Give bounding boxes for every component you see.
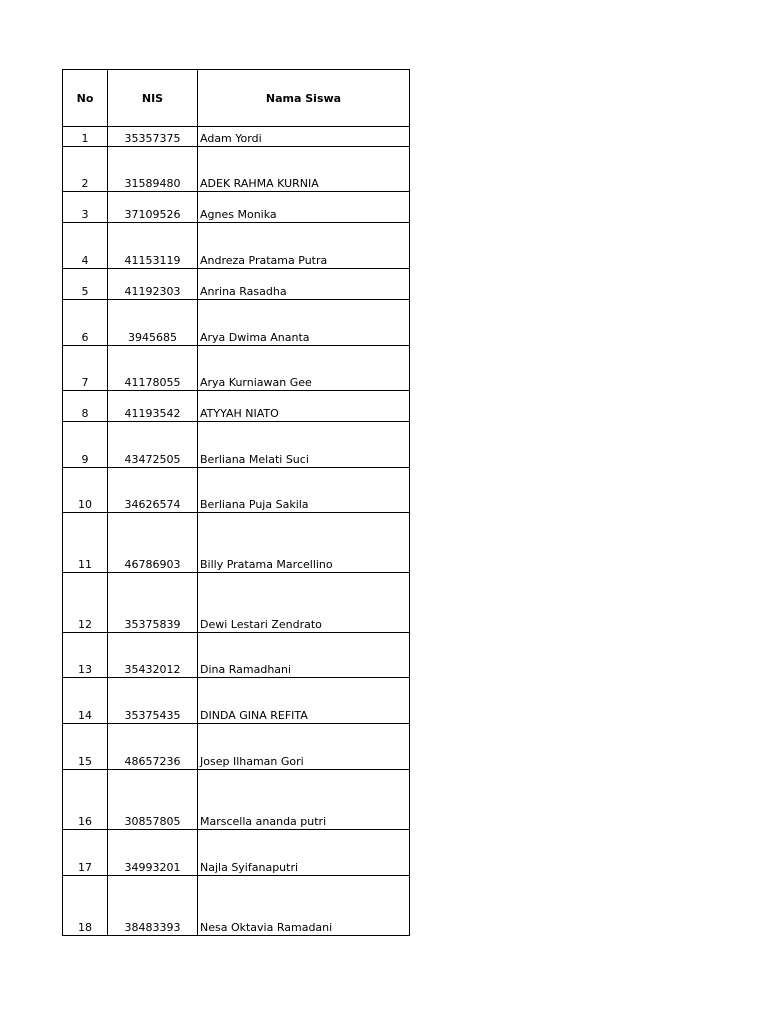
row-student-name: Berliana Puja Sakila	[198, 468, 410, 513]
row-number: 9	[63, 422, 108, 468]
row-nis: 35357375	[108, 127, 198, 147]
table-row	[63, 269, 410, 300]
table-row	[63, 678, 410, 724]
row-student-name: Josep Ilhaman Gori	[198, 724, 410, 770]
row-number: 8	[63, 391, 108, 422]
table-row	[63, 422, 410, 468]
row-student-name: ADEK RAHMA KURNIA	[198, 147, 410, 192]
row-number: 13	[63, 633, 108, 678]
row-student-name: Arya Dwima Ananta	[198, 300, 410, 346]
table-row	[63, 513, 410, 573]
row-number: 10	[63, 468, 108, 513]
row-student-name: ATYYAH NIATO	[198, 391, 410, 422]
table-row	[63, 468, 410, 513]
row-student-name: Adam Yordi	[198, 127, 410, 147]
row-nis: 3945685	[108, 300, 198, 346]
row-nis: 35375839	[108, 573, 198, 633]
table-row	[63, 830, 410, 876]
row-student-name: Anrina Rasadha	[198, 269, 410, 300]
row-nis: 41192303	[108, 269, 198, 300]
row-student-name: Najla Syifanaputri	[198, 830, 410, 876]
row-number: 4	[63, 223, 108, 269]
row-nis: 34993201	[108, 830, 198, 876]
row-number: 1	[63, 127, 108, 147]
row-nis: 35375435	[108, 678, 198, 724]
table-row	[63, 192, 410, 223]
row-student-name: Berliana Melati Suci	[198, 422, 410, 468]
row-number: 5	[63, 269, 108, 300]
row-nis: 30857805	[108, 770, 198, 830]
row-nis: 43472505	[108, 422, 198, 468]
row-number: 17	[63, 830, 108, 876]
row-number: 14	[63, 678, 108, 724]
table-row	[63, 346, 410, 391]
row-student-name: Nesa Oktavia Ramadani	[198, 876, 410, 936]
row-nis: 48657236	[108, 724, 198, 770]
row-student-name: DINDA GINA REFITA	[198, 678, 410, 724]
row-number: 2	[63, 147, 108, 192]
row-number: 15	[63, 724, 108, 770]
row-student-name: Dewi Lestari Zendrato	[198, 573, 410, 633]
row-nis: 34626574	[108, 468, 198, 513]
table-row	[63, 633, 410, 678]
table-body	[63, 127, 410, 936]
row-nis: 35432012	[108, 633, 198, 678]
row-number: 11	[63, 513, 108, 573]
table-row	[63, 223, 410, 269]
row-student-name: Andreza Pratama Putra	[198, 223, 410, 269]
row-nis: 38483393	[108, 876, 198, 936]
row-number: 16	[63, 770, 108, 830]
row-number: 12	[63, 573, 108, 633]
header-nama-siswa: Nama Siswa	[198, 70, 410, 127]
row-number: 6	[63, 300, 108, 346]
table-row	[63, 147, 410, 192]
row-nis: 46786903	[108, 513, 198, 573]
row-student-name: Dina Ramadhani	[198, 633, 410, 678]
table-row	[63, 127, 410, 147]
row-number: 7	[63, 346, 108, 391]
table-row	[63, 300, 410, 346]
row-student-name: Agnes Monika	[198, 192, 410, 223]
row-nis: 31589480	[108, 147, 198, 192]
table-row	[63, 573, 410, 633]
table-header-row	[63, 70, 410, 127]
row-student-name: Marscella ananda putri	[198, 770, 410, 830]
row-nis: 41153119	[108, 223, 198, 269]
row-student-name: Billy Pratama Marcellino	[198, 513, 410, 573]
header-nis: NIS	[108, 70, 198, 127]
row-number: 3	[63, 192, 108, 223]
row-number: 18	[63, 876, 108, 936]
student-table	[62, 69, 410, 936]
row-nis: 41193542	[108, 391, 198, 422]
row-student-name: Arya Kurniawan Gee	[198, 346, 410, 391]
table-row	[63, 391, 410, 422]
table-row	[63, 770, 410, 830]
header-no: No	[63, 70, 108, 127]
row-nis: 41178055	[108, 346, 198, 391]
table-row	[63, 876, 410, 936]
table-row	[63, 724, 410, 770]
row-nis: 37109526	[108, 192, 198, 223]
